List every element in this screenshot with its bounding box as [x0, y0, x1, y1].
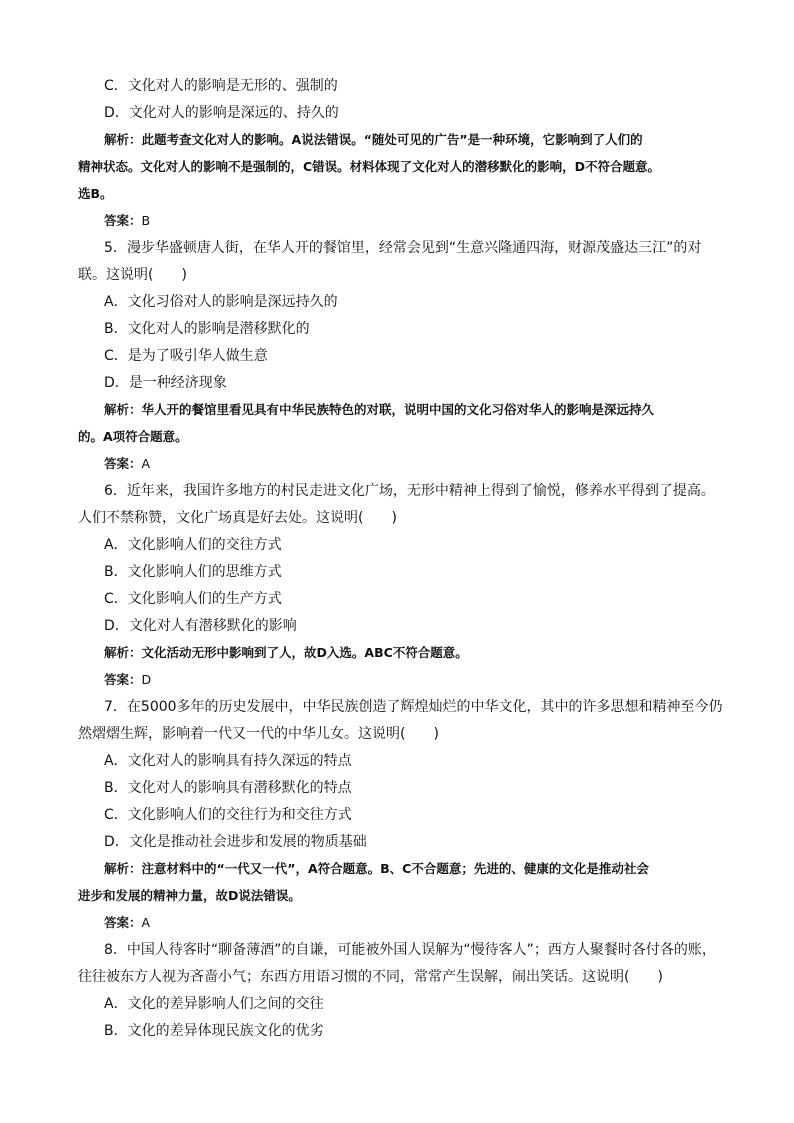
option-c: C．文化影响人们的生产方式: [104, 591, 282, 607]
option-d: D．是一种经济现象: [104, 375, 227, 391]
explanation-cont: 选B。: [78, 186, 113, 201]
option-a: A．文化习俗对人的影响是深远持久的: [104, 294, 338, 310]
option-c: C．是为了吸引华人做生意: [104, 348, 268, 364]
option-b: B．文化对人的影响具有潜移默化的特点: [104, 780, 352, 796]
answer: 答案：A: [104, 456, 151, 471]
option-b: B．文化对人的影响是潜移默化的: [104, 321, 310, 337]
explanation: 解析：华人开的餐馆里看见具有中华民族特色的对联，说明中国的文化习俗对华人的影响是深远持久: [104, 402, 655, 417]
question-5-cont: 联。这说明( ): [78, 267, 187, 283]
explanation: 解析：此题考查文化对人的影响。A说法错误。“随处可见的广告”是一种环境，它影响到了人们的: [104, 132, 643, 147]
question-5: 5．漫步华盛顿唐人街，在华人开的餐馆里，经常会见到“生意兴隆通四海，财源茂盛达三江”的对: [104, 240, 702, 256]
question-7-cont: 然熠熠生辉，影响着一代又一代的中华儿女。这说明( ): [78, 726, 439, 742]
option-c: C．文化影响人们的交往行为和交往方式: [104, 807, 352, 823]
answer: 答案：A: [104, 915, 151, 930]
option-b: B．文化的差异体现民族文化的优劣: [104, 1023, 324, 1039]
question-7: 7．在5000多年的历史发展中，中华民族创造了辉煌灿烂的中华文化，其中的许多思想和精神至今仍: [104, 699, 723, 715]
option-a: A．文化对人的影响具有持久深远的特点: [104, 753, 352, 769]
option-d: D．文化对人的影响是深远的、持久的: [104, 105, 339, 121]
option-c: C．文化对人的影响是无形的、强制的: [104, 78, 338, 94]
question-8: 8．中国人待客时“聊备薄酒”的自谦，可能被外国人误解为“慢待客人”；西方人聚餐时各付各的账，: [104, 942, 716, 958]
question-6-cont: 人们不禁称赞，文化广场真是好去处。这说明( ): [78, 510, 397, 526]
explanation-cont: 进步和发展的精神力量，故D说法错误。: [78, 888, 301, 903]
explanation-cont: 的。A项符合题意。: [78, 429, 188, 444]
option-a: A．文化影响人们的交往方式: [104, 537, 282, 553]
option-a: A．文化的差异影响人们之间的交往: [104, 996, 324, 1012]
answer: 答案：B: [104, 213, 151, 228]
option-b: B．文化影响人们的思维方式: [104, 564, 282, 580]
explanation-cont: 精神状态。文化对人的影响不是强制的，C错误。材料体现了文化对人的潜移默化的影响，D不符合题意。: [78, 159, 661, 174]
question-6: 6．近年来，我国许多地方的村民走进文化广场，无形中精神上得到了愉悦，修养水平得到了提高。: [104, 483, 715, 499]
explanation: 解析：文化活动无形中影响到了人，故D入选。ABC不符合题意。: [104, 645, 468, 660]
question-8-cont: 往往被东方人视为吝啬小气；东西方用语习惯的不同，常常产生误解，闹出笑话。这说明( ): [78, 969, 663, 985]
option-d: D．文化对人有潜移默化的影响: [104, 618, 297, 634]
explanation: 解析：注意材料中的“一代又一代”，A符合题意。B、C不合题意；先进的、健康的文化是推动社会: [104, 861, 649, 876]
answer: 答案：D: [104, 672, 152, 687]
option-d: D．文化是推动社会进步和发展的物质基础: [104, 834, 367, 850]
